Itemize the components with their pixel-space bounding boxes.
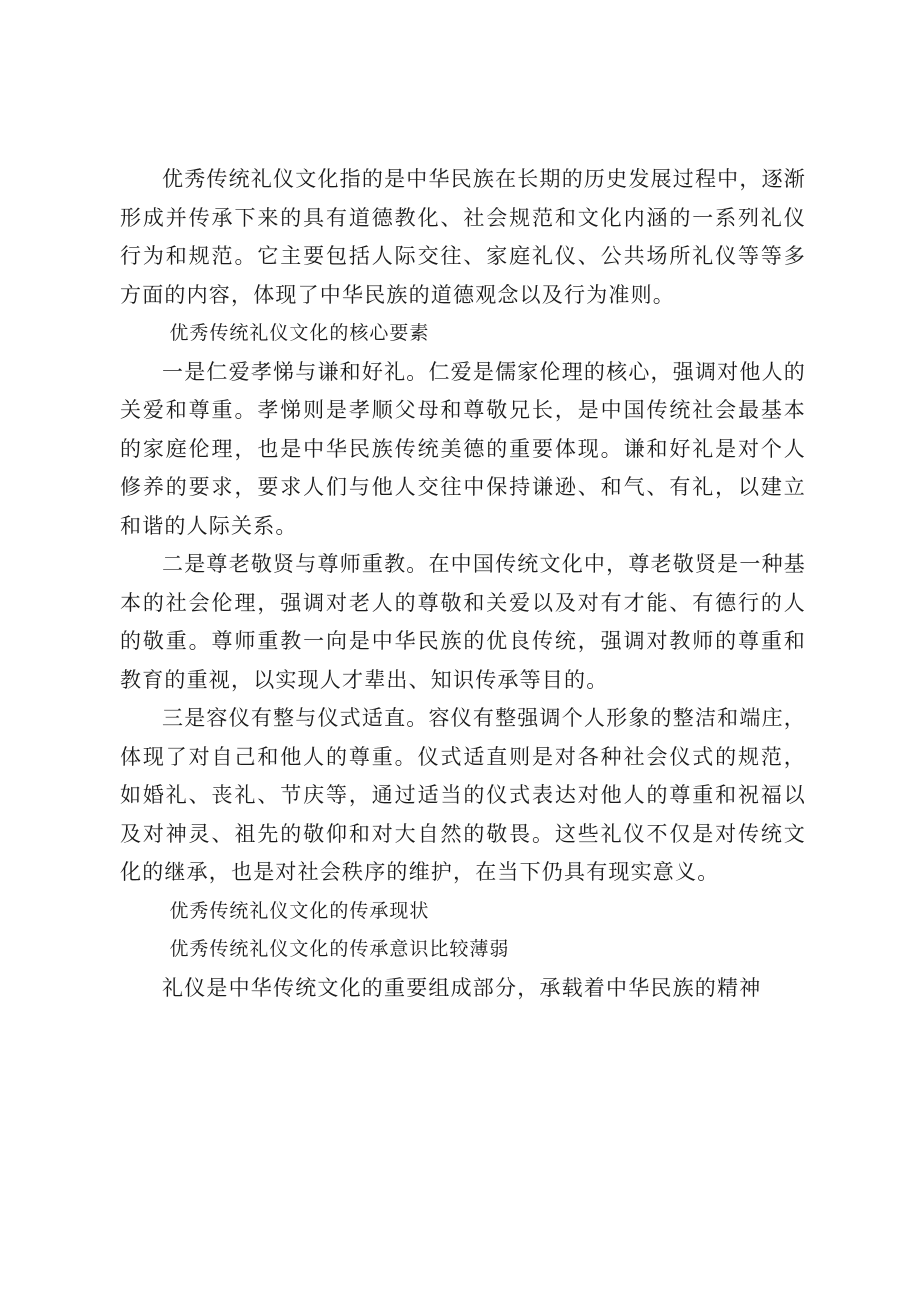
- subsection-heading-weak-awareness: 优秀传统礼仪文化的传承意识比较薄弱: [169, 938, 510, 960]
- paragraph-benevolence: 一是仁爱孝悌与谦和好礼。仁爱是儒家伦理的核心，强调对他人的关爱和尊重。孝悌则是孝顺父母和尊敬兄长，是中国传统社会最基本的家庭伦理，也是中华民族传统美德的重要体现。谦和好礼是对个人修养的要求，要求人们与他人交往中保持谦逊、和气、有礼，以建立和谐的人际关系。: [120, 359, 806, 538]
- paragraph-respect-elders: 二是尊老敬贤与尊师重教。在中国传统文化中，尊老敬贤是一种基本的社会伦理，强调对老人的尊敬和关爱以及对有才能、有德行的人的敬重。尊师重教一向是中华民族的优良传统，强调对教师的尊重和教育的重视，以实现人才辈出、知识传承等目的。: [120, 552, 806, 692]
- section-heading-core-elements: 优秀传统礼仪文化的核心要素: [169, 322, 430, 344]
- section-heading-inheritance-status: 优秀传统礼仪文化的传承现状: [169, 899, 430, 922]
- paragraph-definition: 优秀传统礼仪文化指的是中华民族在长期的历史发展过程中，逐渐形成并传承下来的具有道德教化、社会规范和文化内涵的一系列礼仪行为和规范。它主要包括人际交往、家庭礼仪、公共场所礼仪等等多方面的内容，体现了中华民族的道德观念以及行为准则。: [120, 167, 806, 307]
- paragraph-etiquette-intro: 礼仪是中华传统文化的重要组成部分，承载着中华民族的精神: [162, 975, 762, 1000]
- document-page: [120, 160, 806, 1007]
- paragraph-ceremony: 三是容仪有整与仪式适直。容仪有整强调个人形象的整洁和端庄，体现了对自己和他人的尊重。仪式适直则是对各种社会仪式的规范，如婚礼、丧礼、节庆等，通过适当的仪式表达对他人的尊重和祝福以及对神灵、祖先的敬仰和对大自然的敬畏。这些礼仪不仅是对传统文化的继承，也是对社会秩序的维护，在当下仍具有现实意义。: [120, 706, 806, 884]
